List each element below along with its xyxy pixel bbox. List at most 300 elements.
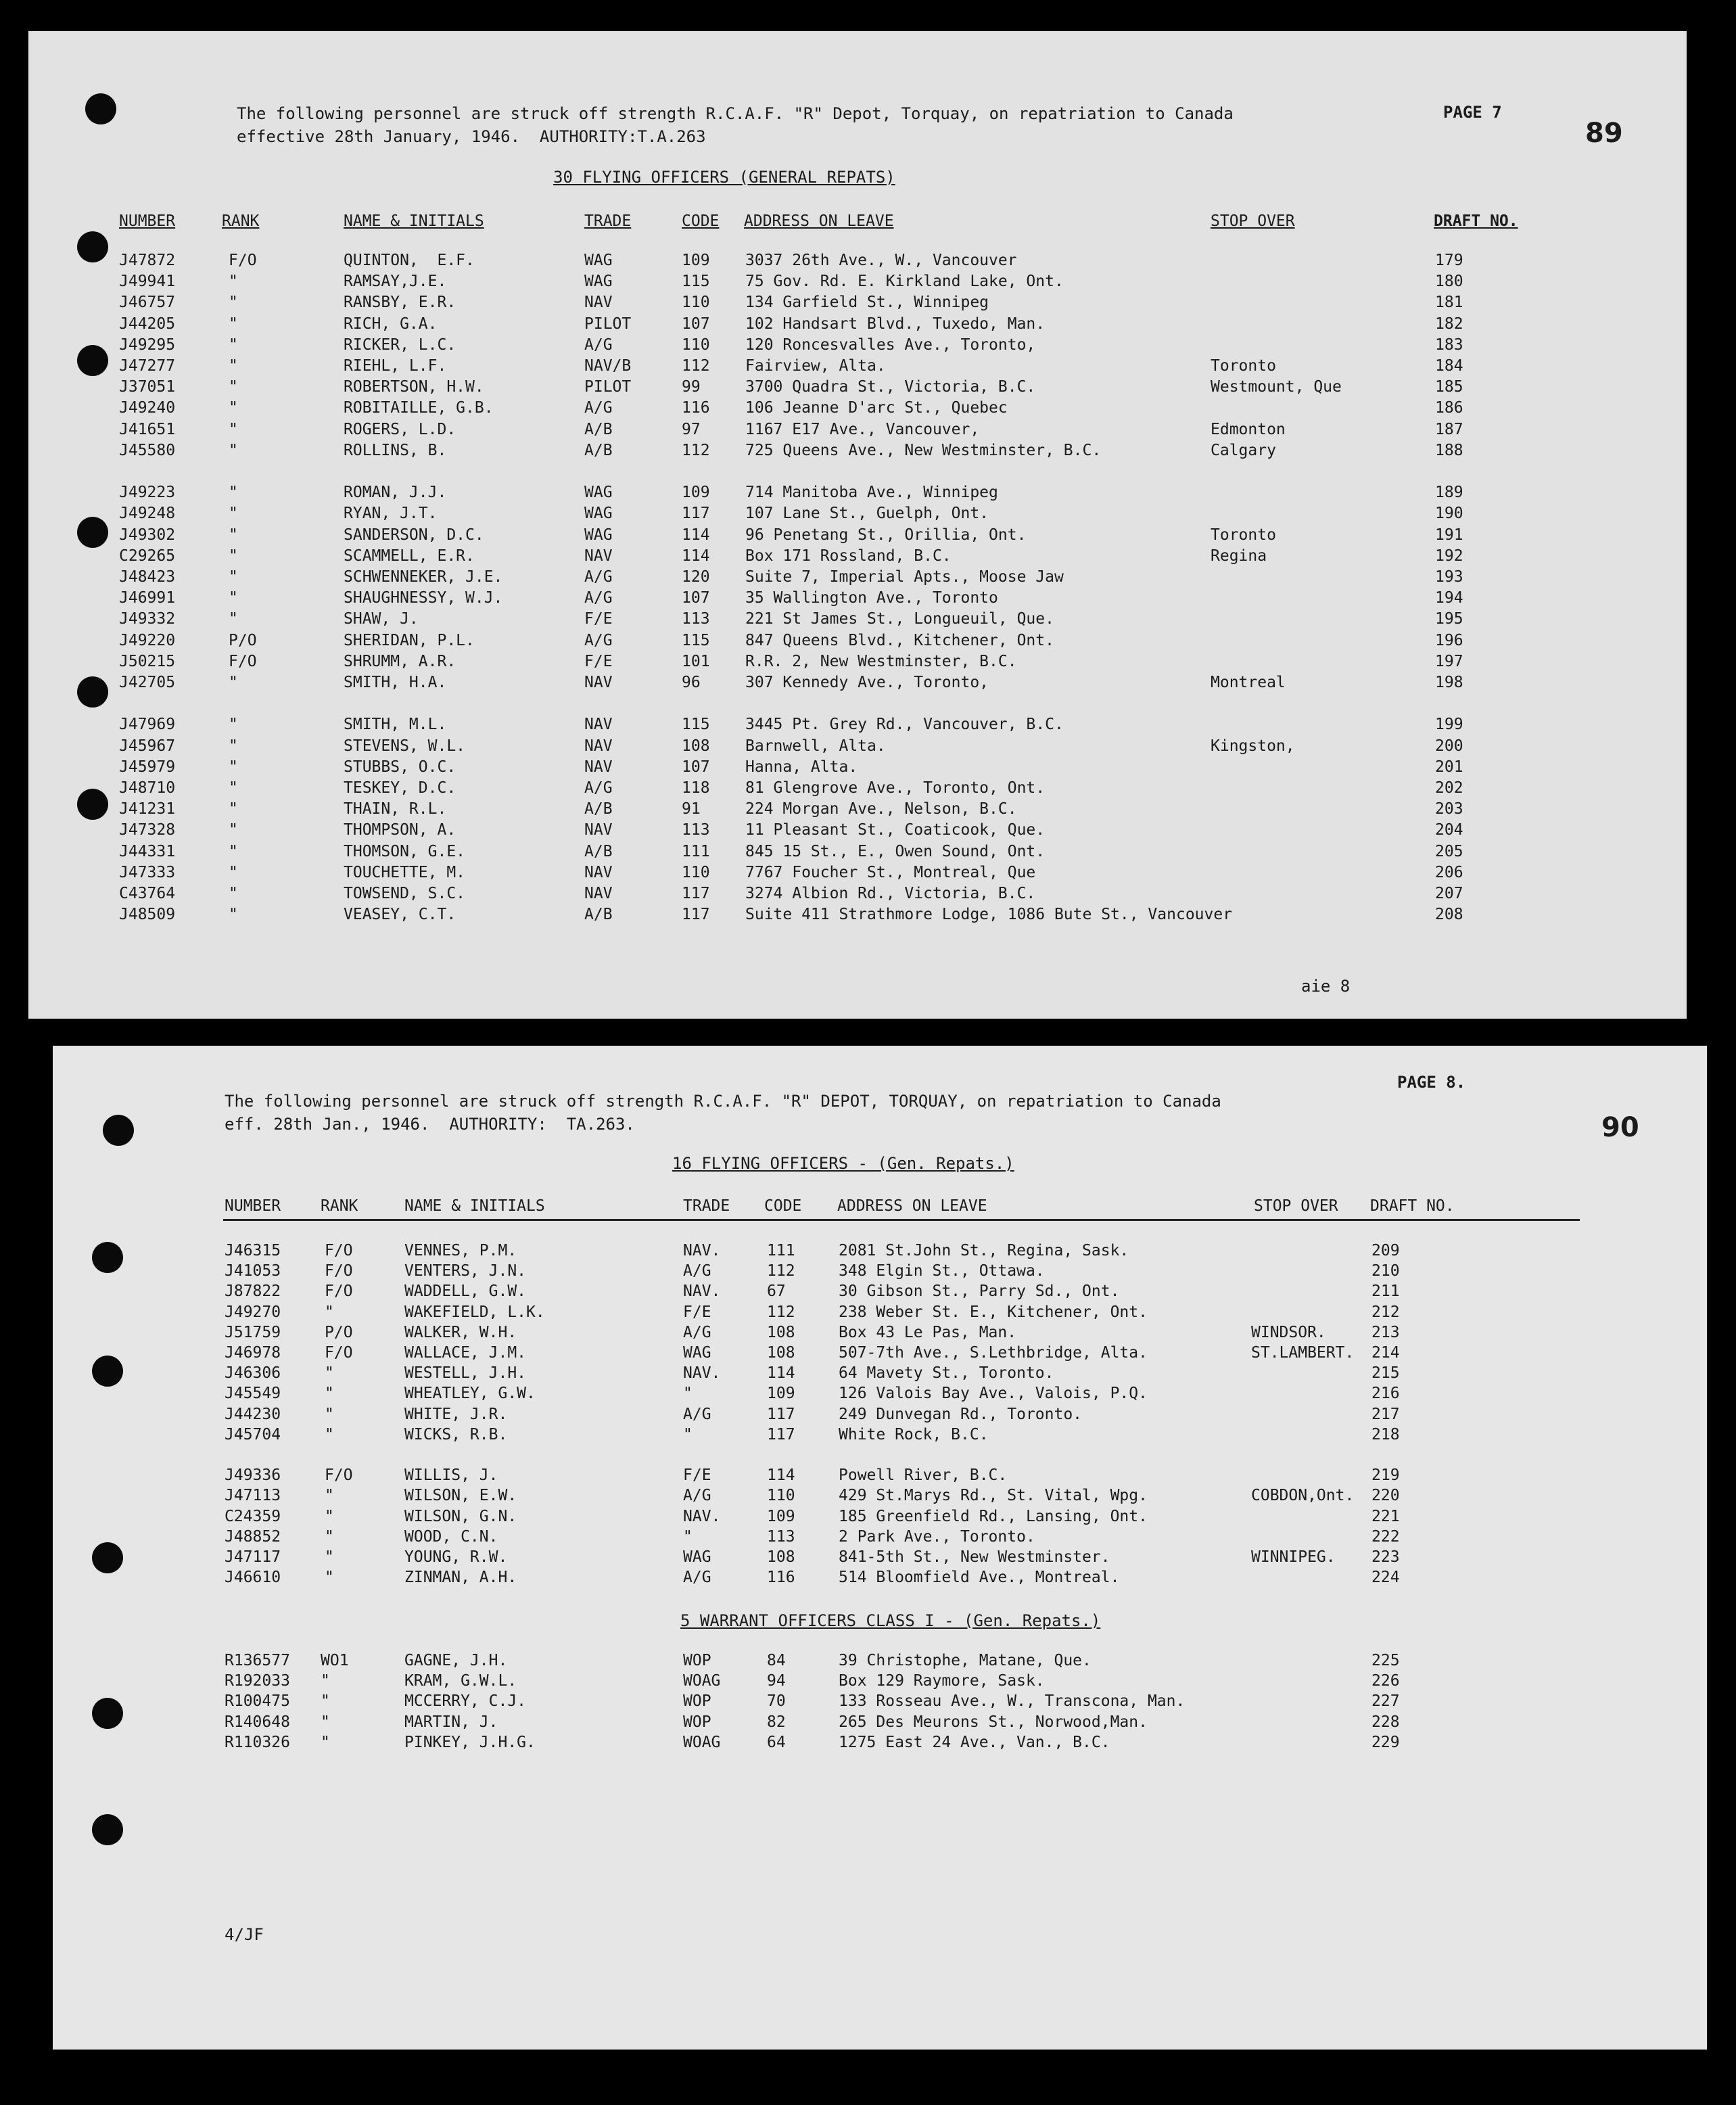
cell-number: J41053 [225,1262,281,1280]
cell-number: J47872 [119,252,176,269]
cell-name: WICKS, R.B. [404,1425,508,1443]
cell-number: J87822 [225,1282,281,1301]
cell-draft: 226 [1371,1672,1400,1690]
cell-draft: 187 [1435,420,1463,438]
col-header-draft: DRAFT NO. [1434,212,1518,230]
cell-code: 117 [682,906,710,924]
cell-address: 11 Pleasant St., Coaticook, Que. [745,821,1046,839]
cell-address: 126 Valois Bay Ave., Valois, P.Q. [839,1385,1148,1403]
cell-trade: WOP [683,1692,711,1711]
cell-rank: P/O [325,1323,353,1341]
cell-code: 97 [682,420,701,438]
cell-name: VENNES, P.M. [404,1242,517,1259]
binder-hole [92,1542,123,1573]
cell-stopover: Kingston, [1211,737,1295,755]
col-header-code: CODE [764,1197,802,1215]
cell-number: J48509 [119,906,176,924]
col-header-rank: RANK [321,1197,358,1215]
cell-number: J47117 [225,1548,281,1566]
cell-address: Hanna, Alta. [745,758,858,776]
cell-code: 84 [767,1652,786,1669]
cell-draft: 223 [1371,1548,1400,1566]
cell-rank: " [325,1405,334,1423]
cell-rank: " [229,294,238,312]
cell-name: MARTIN, J. [404,1713,498,1731]
cell-trade: A/G [584,336,613,354]
cell-trade: NAV/B [584,357,632,375]
cell-address: 714 Manitoba Ave., Winnipeg [745,484,998,502]
cell-draft: 200 [1435,737,1463,755]
cell-number: J49336 [225,1466,281,1485]
cell-stopover: Edmonton [1211,420,1286,438]
cell-name: SCHWENNEKER, J.E. [344,568,503,586]
col-header-draft: DRAFT NO. [1370,1197,1455,1215]
col-header-address: ADDRESS ON LEAVE [837,1197,987,1215]
cell-name: QUINTON, E.F. [344,252,475,269]
document-page-7 [28,31,1687,1019]
cell-trade: A/G [683,1487,711,1505]
cell-draft: 197 [1435,652,1463,670]
cell-code: 112 [682,357,710,375]
cell-code: 109 [767,1507,795,1525]
cell-number: J45979 [119,758,176,776]
cell-code: 115 [682,273,710,291]
cell-rank: F/O [325,1242,353,1259]
cell-code: 107 [682,758,710,776]
cell-address: Suite 7, Imperial Apts., Moose Jaw [745,568,1064,586]
cell-number: R136577 [225,1652,290,1669]
cell-rank: " [229,610,238,628]
section-title-warrant-officers: 5 WARRANT OFFICERS CLASS I - (Gen. Repats.) [680,1611,1101,1630]
cell-trade: NAV. [683,1242,721,1259]
cell-address: 841-5th St., New Westminster. [839,1548,1110,1566]
cell-address: 507-7th Ave., S.Lethbridge, Alta. [839,1344,1148,1362]
cell-code: 109 [767,1385,795,1403]
col-header-number: NUMBER [225,1197,281,1215]
cell-rank: " [229,315,238,333]
cell-address: 1275 East 24 Ave., Van., B.C. [839,1733,1110,1751]
cell-trade: A/G [584,779,613,797]
cell-code: 107 [682,315,710,333]
cell-number: R140648 [225,1713,290,1731]
cell-number: J49295 [119,336,176,354]
cell-address: 75 Gov. Rd. E. Kirkland Lake, Ont. [745,273,1064,291]
cell-rank: F/O [229,652,257,670]
cell-stopover: ST.LAMBERT. [1251,1344,1355,1362]
cell-address: 39 Christophe, Matane, Que. [839,1652,1092,1669]
cell-trade: " [683,1385,693,1403]
cell-draft: 213 [1371,1323,1400,1341]
cell-rank: " [229,484,238,502]
cell-draft: 188 [1435,441,1463,459]
cell-name: SMITH, H.A. [344,674,447,691]
cell-number: J50215 [119,652,176,670]
cell-trade: WOP [683,1652,711,1669]
cell-code: 91 [682,800,701,818]
cell-rank: " [229,357,238,375]
cell-code: 114 [682,526,710,544]
cell-number: R110326 [225,1733,290,1751]
cell-trade: WOAG [683,1733,721,1751]
cell-number: J45967 [119,737,176,755]
cell-trade: NAV [584,674,613,691]
cell-name: PINKEY, J.H.G. [404,1733,536,1751]
cell-address: White Rock, B.C. [839,1425,989,1443]
cell-address: 3037 26th Ave., W., Vancouver [745,252,1017,269]
cell-number: J46315 [225,1242,281,1259]
cell-draft: 199 [1435,716,1463,734]
cell-name: ROLLINS, B. [344,441,447,459]
cell-name: WOOD, C.N. [404,1527,498,1546]
cell-name: SHRUMM, A.R. [344,652,456,670]
cell-rank: " [325,1548,334,1566]
cell-stopover: WINNIPEG. [1251,1548,1336,1566]
cell-address: 106 Jeanne D'arc St., Quebec [745,399,1008,417]
binder-hole [103,1115,134,1146]
cell-draft: 219 [1371,1466,1400,1485]
cell-rank: " [325,1487,334,1505]
cell-code: 112 [767,1262,795,1280]
page-label: PAGE 8. [1397,1073,1466,1092]
cell-rank: " [325,1364,334,1383]
cell-rank: " [229,737,238,755]
cell-trade: A/G [683,1323,711,1341]
cell-draft: 202 [1435,779,1463,797]
cell-code: 115 [682,716,710,734]
cell-draft: 227 [1371,1692,1400,1711]
cell-number: J46978 [225,1344,281,1362]
cell-draft: 191 [1435,526,1463,544]
header-line-2: effective 28th January, 1946. AUTHORITY:T.A.263 [237,127,706,146]
cell-rank: " [229,273,238,291]
cell-number: C29265 [119,547,176,565]
col-header-name: NAME & INITIALS [344,212,484,230]
cell-name: SHAW, J. [344,610,419,628]
cell-number: J45580 [119,441,176,459]
cell-name: TOWSEND, S.C. [344,885,466,902]
cell-name: SCAMMELL, E.R. [344,547,475,565]
cell-address: 102 Handsart Blvd., Tuxedo, Man. [745,315,1046,333]
cell-address: 224 Morgan Ave., Nelson, B.C. [745,800,1017,818]
cell-draft: 204 [1435,821,1463,839]
cell-name: SANDERSON, D.C. [344,526,484,544]
cell-code: 114 [682,547,710,565]
cell-name: WILSON, G.N. [404,1507,517,1525]
cell-number: J41231 [119,800,176,818]
cell-number: J49220 [119,631,176,649]
binder-hole [77,676,108,708]
cell-address: 265 Des Meurons St., Norwood,Man. [839,1713,1148,1731]
cell-number: J51759 [225,1323,281,1341]
cell-code: 110 [682,294,710,312]
cell-trade: A/G [584,399,613,417]
cell-code: 113 [682,821,710,839]
cell-trade: WAG [584,252,613,269]
cell-code: 113 [682,610,710,628]
cell-draft: 195 [1435,610,1463,628]
cell-code: 64 [767,1733,786,1751]
cell-address: 35 Wallington Ave., Toronto [745,589,998,607]
cell-rank: " [229,568,238,586]
cell-draft: 203 [1435,800,1463,818]
cell-number: J37051 [119,378,176,396]
cell-address: Fairview, Alta. [745,357,886,375]
cell-rank: " [229,547,238,565]
cell-name: SHERIDAN, P.L. [344,631,475,649]
cell-trade: NAV. [683,1282,721,1301]
cell-name: MCCERRY, C.J. [404,1692,527,1711]
footer-note: 4/JF [225,1925,264,1944]
cell-address: Box 171 Rossland, B.C. [745,547,952,565]
cell-trade: NAV [584,821,613,839]
cell-trade: A/G [683,1569,711,1587]
cell-address: 307 Kennedy Ave., Toronto, [745,674,989,691]
cell-number: J48710 [119,779,176,797]
cell-rank: " [321,1733,330,1751]
cell-rank: " [229,800,238,818]
col-header-trade: TRADE [683,1197,730,1215]
cell-number: J48852 [225,1527,281,1546]
cell-trade: A/B [584,842,613,860]
cell-rank: " [321,1672,330,1690]
cell-address: 249 Dunvegan Rd., Toronto. [839,1405,1083,1423]
cell-code: 116 [767,1569,795,1587]
cell-rank: F/O [325,1466,353,1485]
cell-rank: " [325,1303,334,1321]
cell-draft: 185 [1435,378,1463,396]
cell-address: 1167 E17 Ave., Vancouver, [745,420,980,438]
cell-draft: 180 [1435,273,1463,291]
cell-stopover: Calgary [1211,441,1276,459]
cell-rank: " [325,1507,334,1525]
cell-code: 67 [767,1282,786,1301]
cell-draft: 220 [1371,1487,1400,1505]
cell-code: 94 [767,1672,786,1690]
cell-address: Powell River, B.C. [839,1466,1008,1485]
cell-stopover: Toronto [1211,526,1276,544]
cell-stopover: COBDON,Ont. [1251,1487,1355,1505]
cell-code: 117 [682,505,710,523]
cell-name: THOMSON, G.E. [344,842,466,860]
cell-name: ROBITAILLE, G.B. [344,399,494,417]
cell-draft: 181 [1435,294,1463,312]
cell-name: WILLIS, J. [404,1466,498,1485]
header-line-1: The following personnel are struck off strength R.C.A.F. "R" Depot, Torquay, on repatriation to Canada [237,104,1234,123]
cell-code: 108 [767,1323,795,1341]
cell-code: 109 [682,252,710,269]
cell-draft: 196 [1435,631,1463,649]
cell-number: J49248 [119,505,176,523]
cell-number: J47969 [119,716,176,734]
col-header-code: CODE [682,212,720,230]
cell-address: 133 Rosseau Ave., W., Transcona, Man. [839,1692,1186,1711]
binder-hole [92,1242,123,1273]
page-label: PAGE 7 [1443,103,1502,122]
cell-draft: 225 [1371,1652,1400,1669]
cell-code: 120 [682,568,710,586]
cell-name: SHAUGHNESSY, W.J. [344,589,503,607]
cell-name: WAKEFIELD, L.K. [404,1303,545,1321]
cell-code: 117 [682,885,710,902]
cell-trade: NAV [584,863,613,881]
cell-code: 117 [767,1425,795,1443]
cell-number: J49223 [119,484,176,502]
cell-name: STUBBS, O.C. [344,758,456,776]
cell-rank: " [229,441,238,459]
cell-rank: " [321,1692,330,1711]
cell-number: J46610 [225,1569,281,1587]
cell-number: J44230 [225,1405,281,1423]
cell-trade: F/E [683,1303,711,1321]
header-line-1: The following personnel are struck off strength R.C.A.F. "R" DEPOT, TORQUAY, on repatriation to Canada [225,1092,1221,1111]
cell-trade: F/E [683,1466,711,1485]
cell-number: J44205 [119,315,176,333]
cell-rank: " [325,1527,334,1546]
cell-number: R100475 [225,1692,290,1711]
cell-name: RANSBY, E.R. [344,294,456,312]
cell-name: WADDELL, G.W. [404,1282,527,1301]
cell-rank: " [321,1713,330,1731]
col-header-name: NAME & INITIALS [404,1197,545,1215]
cell-code: 99 [682,378,701,396]
cell-trade: WAG [584,526,613,544]
cell-stopover: WINDSOR. [1251,1323,1326,1341]
cell-rank: " [325,1385,334,1403]
cell-rank: " [229,821,238,839]
cell-name: ROGERS, L.D. [344,420,456,438]
cell-draft: 189 [1435,484,1463,502]
cell-address: 725 Queens Ave., New Westminster, B.C. [745,441,1102,459]
cell-address: Box 43 Le Pas, Man. [839,1323,1017,1341]
cell-trade: " [683,1425,693,1443]
document-page-8 [53,1046,1707,2050]
cell-draft: 194 [1435,589,1463,607]
cell-number: R192033 [225,1672,290,1690]
cell-name: GAGNE, J.H. [404,1652,508,1669]
cell-draft: 229 [1371,1733,1400,1751]
cell-name: WALKER, W.H. [404,1323,517,1341]
cell-number: J48423 [119,568,176,586]
cell-trade: A/G [584,589,613,607]
cell-name: WESTELL, J.H. [404,1364,527,1383]
cell-name: VENTERS, J.N. [404,1262,527,1280]
cell-address: Barnwell, Alta. [745,737,886,755]
cell-code: 113 [767,1527,795,1546]
cell-rank: " [229,842,238,860]
page-number: 90 [1601,1112,1639,1143]
cell-name: RYAN, J.T. [344,505,438,523]
cell-code: 109 [682,484,710,502]
binder-hole [77,789,108,820]
cell-trade: PILOT [584,378,632,396]
cell-number: J49270 [225,1303,281,1321]
cell-stopover: Montreal [1211,674,1286,691]
cell-code: 111 [767,1242,795,1259]
cell-name: RAMSAY,J.E. [344,273,447,291]
cell-trade: A/B [584,800,613,818]
cell-draft: 224 [1371,1569,1400,1587]
cell-address: R.R. 2, New Westminster, B.C. [745,652,1017,670]
cell-trade: " [683,1527,693,1546]
cell-code: 116 [682,399,710,417]
cell-rank: F/O [325,1262,353,1280]
cell-code: 115 [682,631,710,649]
cell-draft: 216 [1371,1385,1400,1403]
cell-address: 845 15 St., E., Owen Sound, Ont. [745,842,1046,860]
cell-code: 107 [682,589,710,607]
cell-name: RIEHL, L.F. [344,357,447,375]
col-header-trade: TRADE [584,212,632,230]
cell-rank: " [229,378,238,396]
cell-trade: WOP [683,1713,711,1731]
cell-trade: A/G [584,631,613,649]
section-title: 30 FLYING OFFICERS (GENERAL REPATS) [553,168,895,187]
cell-name: TESKEY, D.C. [344,779,456,797]
binder-hole [77,517,108,548]
cell-draft: 218 [1371,1425,1400,1443]
cell-trade: F/E [584,610,613,628]
cell-trade: A/G [584,568,613,586]
cell-code: 108 [767,1548,795,1566]
cell-draft: 206 [1435,863,1463,881]
cell-trade: WOAG [683,1672,721,1690]
cell-code: 110 [682,336,710,354]
cell-rank: " [229,420,238,438]
cell-rank: " [229,505,238,523]
cell-trade: NAV [584,737,613,755]
binder-hole [77,231,108,262]
cell-code: 118 [682,779,710,797]
cell-draft: 198 [1435,674,1463,691]
col-header-number: NUMBER [119,212,176,230]
cell-draft: 192 [1435,547,1463,565]
cell-trade: NAV [584,716,613,734]
cell-number: J47277 [119,357,176,375]
cell-name: RICH, G.A. [344,315,438,333]
cell-address: 3445 Pt. Grey Rd., Vancouver, B.C. [745,716,1064,734]
cell-code: 70 [767,1692,786,1711]
cell-draft: 201 [1435,758,1463,776]
cell-name: WHITE, J.R. [404,1405,508,1423]
cell-stopover: Toronto [1211,357,1276,375]
cell-trade: NAV [584,885,613,902]
cell-code: 117 [767,1405,795,1423]
cell-draft: 193 [1435,568,1463,586]
cell-draft: 221 [1371,1507,1400,1525]
cell-name: THAIN, R.L. [344,800,447,818]
cell-name: STEVENS, W.L. [344,737,466,755]
cell-trade: WAG [584,484,613,502]
cell-address: 30 Gibson St., Parry Sd., Ont. [839,1282,1120,1301]
cell-name: THOMPSON, A. [344,821,456,839]
cell-rank: F/O [229,252,257,269]
cell-number: J42705 [119,674,176,691]
cell-trade: A/G [683,1405,711,1423]
cell-stopover: Westmount, Que [1211,378,1342,396]
cell-name: ZINMAN, A.H. [404,1569,517,1587]
cell-code: 114 [767,1364,795,1383]
cell-rank: " [229,336,238,354]
page-number: 89 [1585,118,1623,149]
cell-address: 7767 Foucher St., Montreal, Que [745,863,1036,881]
cell-trade: WAG [584,505,613,523]
cell-name: RICKER, L.C. [344,336,456,354]
cell-address: 3274 Albion Rd., Victoria, B.C. [745,885,1036,902]
cell-number: J49302 [119,526,176,544]
cell-draft: 222 [1371,1527,1400,1546]
cell-number: J45704 [225,1425,281,1443]
header-line-2: eff. 28th Jan., 1946. AUTHORITY: TA.263. [225,1115,635,1134]
